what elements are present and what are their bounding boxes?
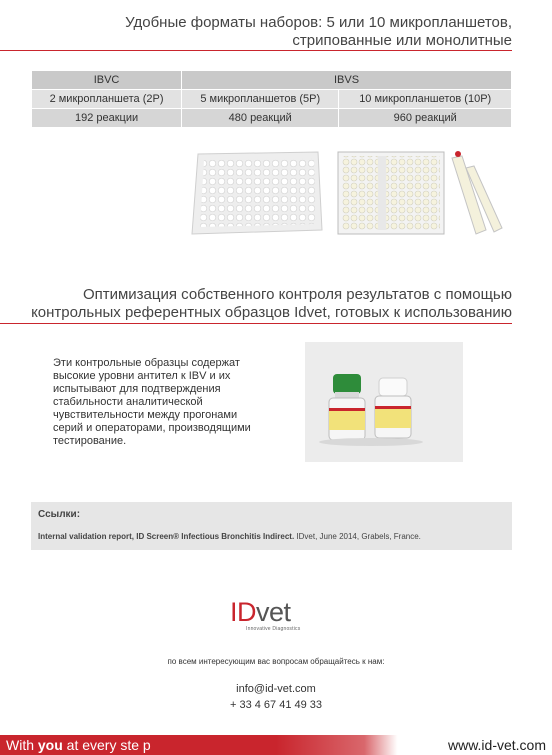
footer-slogan bbox=[0, 735, 151, 755]
slogan-part: at every ste bbox=[62, 737, 140, 753]
loose-strips bbox=[452, 151, 502, 234]
table-row bbox=[32, 90, 511, 108]
formats-heading-line1: Удобные форматы наборов: 5 или 10 микропланшетов, bbox=[125, 14, 512, 31]
reference-item bbox=[38, 532, 421, 541]
table-cell: 5 микропланшетов (5P) bbox=[182, 90, 338, 108]
table-cell: 480 реакций bbox=[182, 109, 338, 127]
logo-tagline: Innovative Diagnostics bbox=[246, 626, 301, 632]
slogan-part: With bbox=[6, 737, 38, 753]
logo-vet: vet bbox=[256, 597, 291, 627]
slogan-part: you bbox=[37, 737, 63, 753]
text-line: испытывают для подтверждения bbox=[53, 383, 221, 395]
controls-heading-line2: контрольных референтных образцов Idvet, готовых к использованию bbox=[31, 304, 512, 321]
controls-heading bbox=[31, 286, 512, 322]
slogan-part: p bbox=[139, 737, 151, 753]
monolithic-plate bbox=[192, 152, 322, 234]
logo-id: ID bbox=[230, 597, 256, 627]
control-vials-photo bbox=[305, 342, 463, 462]
reference-title: Internal validation report, ID Screen® Infectious Bronchitis Indirect. bbox=[38, 532, 295, 541]
references-title: Ссылки: bbox=[38, 509, 81, 520]
contact-email[interactable]: info@id-vet.com bbox=[236, 683, 316, 695]
text-line: высокие уровни антител к IBV и их bbox=[53, 370, 231, 382]
table-header-ibvs: IBVS bbox=[182, 71, 511, 89]
text-line: серий и операторами, производящими bbox=[53, 422, 251, 434]
references-box bbox=[31, 502, 512, 550]
heading-underline bbox=[0, 323, 512, 324]
idvet-logo bbox=[230, 598, 330, 638]
text-line: Эти контрольные образцы содержат bbox=[53, 357, 240, 369]
contact-prompt: по всем интересующим вас вопросам обращайтесь к нам: bbox=[167, 657, 385, 666]
heading-underline bbox=[0, 50, 512, 51]
footer-website[interactable]: www.id-vet.com bbox=[447, 737, 546, 753]
controls-heading-line1: Оптимизация собственного контроля результатов с помощью bbox=[82, 286, 512, 303]
logo-wordmark bbox=[230, 598, 330, 626]
formats-heading bbox=[125, 14, 512, 50]
text-line: тестирование. bbox=[53, 435, 127, 447]
controls-description bbox=[53, 357, 273, 448]
table-cell: 2 микропланшета (2P) bbox=[32, 90, 181, 108]
text-line: чувствительности между прогонами bbox=[53, 409, 238, 421]
contact-phone: + 33 4 67 41 49 33 bbox=[229, 699, 323, 711]
strip-plate bbox=[338, 152, 444, 234]
text-line: стабильности аналитической bbox=[53, 396, 203, 408]
formats-heading-line2: стрипованные или монолитные bbox=[292, 32, 512, 49]
kit-formats-table bbox=[31, 70, 512, 128]
table-header-row bbox=[32, 71, 511, 89]
table-cell: 192 реакции bbox=[32, 109, 181, 127]
reference-source: IDvet, June 2014, Grabels, France. bbox=[294, 532, 421, 541]
table-cell: 960 реакций bbox=[339, 109, 511, 127]
table-cell: 10 микропланшетов (10P) bbox=[339, 90, 511, 108]
microplate-photo bbox=[190, 150, 510, 240]
table-row bbox=[32, 109, 511, 127]
table-header-ibvc: IBVC bbox=[32, 71, 181, 89]
